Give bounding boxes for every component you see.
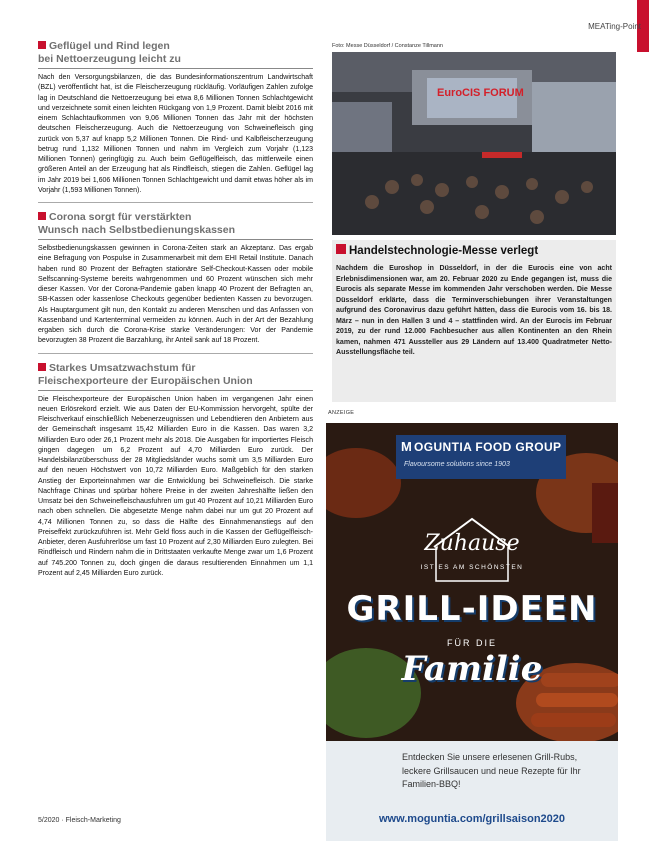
page-footer: 5/2020 · Fleisch-Marketing	[38, 817, 121, 824]
article-corona-selfcheckout	[38, 211, 313, 354]
red-square-icon	[38, 41, 46, 49]
photo-credit: Foto: Messe Düsseldorf / Constanze Tillmann	[332, 43, 443, 49]
ad-description: Entdecken Sie unsere erlesenen Grill-Rubs, leckere Grillsaucen und neue Rezepte für Ihr Familien-BBQ!	[402, 752, 581, 789]
box-title: Handelstechnologie-Messe verlegt	[336, 244, 538, 257]
box-body: Nachdem die Euroshop in Düsseldorf, in der die Eurocis eine von acht Erlebnisdimensionen war, am 20. Februar 2020 zu Ende gegangen ist, muss die Eurocis als separate Messe im kommenden Jahr verschoben werden. Die Messe Düsseldorf erklärte, dass die Terminverschiebungen ihrer Veranstaltungen aufgrund des Coronavirus dazu geführt hätten, dass die Eurocis vom 16. bis 18. März – nun in den Hallen 3 und 4 – stattfinden wird. An der Eurocis im Februar 2019, zu der rund 12.000 Fachbesucher aus allen Kontinenten an den Rhein kamen, nahmen 471 Aussteller aus 29 Ländern auf 13.400 Quadratmeter Netto-Ausstellungsfläche teil.	[336, 265, 612, 356]
ad-url-link[interactable]: www.moguntia.com/grillsaison2020	[378, 813, 566, 825]
logo-tagline: Flavoursome solutions since 1903	[404, 461, 510, 468]
article-body: Selbstbedienungskassen gewinnen in Corona-Zeiten stark an Akzeptanz. Das ergab eine Befragung von Pospulse in Zusammenarbeit mit dem EHI Retail Institute. Danach haben rund 80 Prozent der Befragten stationäre Self-Checkout-Kassen oder mobile Selfscanning-Systeme bereits wahrgenommen und 60 Prozent wünschen sich mehr dieser Kassen. Vor der Corona-Pandemie gaben knapp 40 Prozent der Befragten an, SB-Kassen oder kassenlose Checkouts gegenüber bedienten Kassen zu bevorzugen. Als Hauptargument gilt nun, den Kontakt zu anderen Menschen und das Anfassen von Kassenband und Kartenterminal vermeiden zu können. Auch in der Art der Bezahlung ergaben sich durch die Corona-Krise starke Veränderungen: Vor der Pandemie bevorzugten 38 Prozent die Barzahlung, ihr Anteil sank auf 18 Prozent.	[38, 244, 313, 354]
moguntia-logo	[396, 435, 566, 479]
photo-banner-text: EuroCIS FORUM	[437, 87, 524, 99]
conference-hall-illustration	[332, 52, 616, 235]
logo-brand: OGUNTIA FOOD GROUP	[414, 440, 562, 454]
ad-text-panel	[326, 741, 618, 841]
ad-label: ANZEIGE	[328, 410, 355, 416]
article-title: Starkes Umsatzwachstum für Fleischexporteure der Europäischen Union	[38, 362, 313, 391]
red-square-icon	[38, 363, 46, 371]
red-square-icon	[38, 212, 46, 220]
ad-zuhause: Zuhause	[424, 531, 520, 556]
article-poultry-beef	[38, 40, 313, 203]
article-body: Nach den Versorgungsbilanzen, die das Bundesinformationszentrum Landwirtschaft (BZL) veröffentlicht hat, ist die Fleischerzeugung rückläufig. Vorläufigen Zahlen zufolge lag in Deutschland die Nettoerzeugung bei etwa 8,6 Millionen Tonnen Schlachtgewicht und verzeichnete somit einen leichten Rückgang von 1,9 Prozent. Damit bleibt 2016 mit einem Schlachtaufkommen von 9,06 Millionen Tonnen das Jahr mit der höchsten deutschen Fleischerzeugung. Auch die Nettoerzeugung von Schweinefleisch ging zurück von 5,37 auf knapp 5,2 Millionen Tonnen. Die Rind- und Kalbfleischerzeugung betrug rund 1,132 Millionen Tonnen und nahm im Vergleich zum Vorjahr (1,123 Millionen Tonnen) geringfügig zu. Auch beim Geflügelfleisch, das mittlerweile einen größeren Anteil an der Erzeugung hat als Rindfleisch, stiegen die Zahlen. Geflügel lag im Jahr 2019 bei 1,606 Millionen Tonnen Schlachtgewicht und damit etwas höher als im Vorjahr (1,593 Millionen Tonnen).	[38, 73, 313, 203]
left-column	[38, 40, 313, 593]
ad-zuhause-sub: IST ES AM SCHÖNSTEN	[420, 564, 524, 571]
article-body: Die Fleischexporteure der Europäischen Union haben im vergangenen Jahr einen neuen Erlösrekord erzielt. Wie aus Daten der EU-Kommission hervorgeht, spülte der Fleischverkauf einschließlich Nebenerzeugnissen und Lebendtieren den Anbietern aus der Gemeinschaft insgesamt 15,42 Milliarden Euro in die Kassen. Das waren 3,2 Milliarden Euro oder 26,1 Prozent mehr als 2018. Die Ausgaben für importiertes Fleisch gingen dagegen um 6,2 Prozent auf 4,70 Milliarden Euro zurück. Der Handelsbilanzüberschuss der 28 Mitgliedsländer wuchs somit um 3,5 Milliarden Euro auf den neuen Höchstwert von 10,72 Milliarden Euro. Maßgeblich für den starken Anstieg der Exporteinnahmen war die Entwicklung bei Schweinefleisch. Die starke Nachfrage Chinas und spürbar höhere Preise in der zweiten Jahreshälfte ließen den Umsatz bei den Schweinefleischausfuhren um gut 40 Prozent auf 10,21 Milliarden Euro nach oben schnellen. Die abgesetzte Menge nahm dabei nur um gut 20 Prozent auf 4,74 Millionen Tonnen zu, so dass die Hälfte des Einnahmenanstiegs auf den Preiseffekt zurückzuführen ist. Mehr Geld floss auch in die Kassen der Geflügelfleisch-Anbieter, deren Ausfuhrerlöse um fast 10 Prozent auf 2,30 Milliarden Euro zulegten. Bei Rindfleisch und Rindern nahm die in Drittstaaten verkaufte Menge zwar um 1,6 Prozent auf 745.200 Tonnen zu, doch gingen die daraus resultierenden Einnahmen um 1,1 Prozent auf 2,45 Milliarden Euro zurück.	[38, 395, 313, 577]
event-photo	[332, 52, 616, 235]
article-title: Corona sorgt für verstärkten Wunsch nach Selbstbedienungskassen	[38, 211, 313, 240]
ad-headline-grill: GRILL-IDEEN	[346, 589, 598, 629]
red-square-icon	[336, 244, 346, 254]
article-title: Geflügel und Rind legen bei Nettoerzeugung leicht zu	[38, 40, 313, 69]
ad-fuer-die: FÜR DIE	[447, 638, 497, 648]
advertisement[interactable]	[326, 423, 618, 841]
section-label: MEATing-Point	[588, 22, 641, 31]
logo-letter: M	[401, 439, 412, 454]
article-eu-exports	[38, 362, 313, 586]
ad-headline-familie: Familie	[401, 649, 543, 689]
info-box-trade-fair	[332, 240, 616, 402]
